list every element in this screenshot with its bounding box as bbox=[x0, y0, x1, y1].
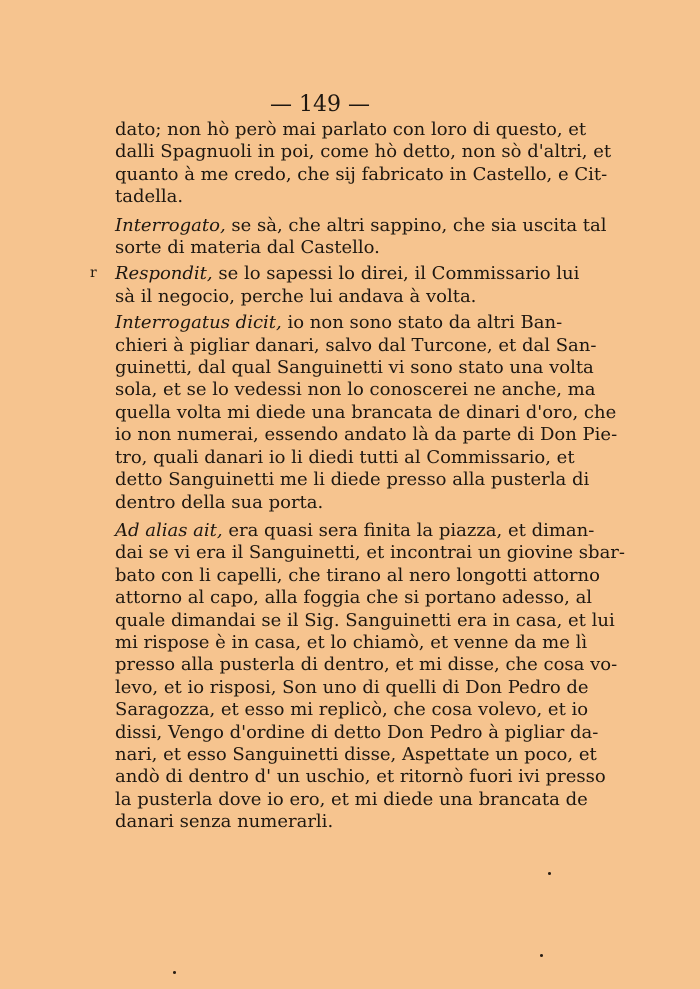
text-line: nari, et esso Sanguinetti disse, Aspettate un poco, et bbox=[115, 743, 597, 765]
text-line: tro, quali danari io li diedi tutti al Commissario, et bbox=[115, 446, 575, 468]
speck-mark bbox=[540, 954, 543, 957]
text-line: guinetti, dal qual Sanguinetti vi sono stato una volta bbox=[115, 357, 594, 379]
text-line: dentro della sua porta. bbox=[115, 491, 324, 513]
text-line: io non numerai, essendo andato là da parte di Don Pie- bbox=[115, 424, 618, 446]
text-line: sola, et se lo vedessi non lo conoscerei ne anche, ma bbox=[115, 379, 596, 401]
text-line: dai se vi era il Sanguinetti, et incontrai un giovine sbar- bbox=[115, 542, 625, 564]
margin-mark: r bbox=[90, 265, 97, 281]
text-line: dalli Spagnuoli in poi, come hò detto, non sò d'altri, et bbox=[115, 141, 612, 163]
italic-lead: Respondit, bbox=[115, 263, 213, 285]
text-line: danari senza numerarli. bbox=[115, 811, 334, 833]
text-line: detto Sanguinetti me li diede presso alla pusterla di bbox=[115, 469, 590, 491]
text-line: presso alla pusterla di dentro, et mi disse, che cosa vo- bbox=[115, 654, 618, 676]
text-line: quale dimandai se il Sig. Sanguinetti era in casa, et lui bbox=[115, 609, 615, 631]
text-line: levo, et io risposi, Son uno di quelli di Don Pedro de bbox=[115, 676, 589, 698]
text-line: dato; non hò però mai parlato con loro di questo, et bbox=[115, 119, 587, 140]
text-line: la pusterla dove io ero, et mi diede una brancata de bbox=[115, 788, 588, 810]
italic-lead: Interrogato, bbox=[115, 214, 226, 236]
italic-lead: Ad alias ait, bbox=[115, 519, 223, 541]
speck-mark bbox=[548, 872, 551, 875]
text-line: attorno al capo, alla foggia che si portano adesso, al bbox=[115, 587, 593, 609]
text-line: tadella. bbox=[115, 186, 184, 208]
text-line: sà il negocio, perche lui andava à volta. bbox=[115, 285, 477, 307]
italic-lead: Interrogatus dicit, bbox=[115, 312, 282, 334]
page-number: — 149 — bbox=[270, 92, 370, 117]
body-text bbox=[115, 119, 625, 834]
text-line: quanto à me credo, che sij fabricato in Castello, e Cit- bbox=[115, 163, 608, 185]
text-line: Interrogatus dicit, io non sono stato da altri Ban- bbox=[115, 312, 563, 334]
text-line: chieri à pigliar danari, salvo dal Turcone, et dal San- bbox=[115, 334, 597, 356]
speck-mark bbox=[173, 971, 176, 974]
text-line: bato con li capelli, che tirano al nero longotti attorno bbox=[115, 564, 600, 586]
text-line: Respondit, se lo sapessi lo direi, il Commissario lui bbox=[115, 263, 580, 285]
text-line: Saragozza, et esso mi replicò, che cosa volevo, et io bbox=[115, 699, 589, 721]
text-line: andò di dentro d' un uschio, et ritornò fuori ivi presso bbox=[115, 766, 606, 788]
text-line: dissi, Vengo d'ordine di detto Don Pedro à pigliar da- bbox=[115, 721, 599, 743]
text-line: Interrogato, se sà, che altri sappino, che sia uscita tal bbox=[115, 214, 607, 236]
text-line: quella volta mi diede una brancata de dinari d'oro, che bbox=[115, 401, 617, 423]
text-line: Ad alias ait, era quasi sera finita la piazza, et diman- bbox=[115, 519, 595, 541]
text-line: sorte di materia dal Castello. bbox=[115, 237, 380, 259]
text-line: mi rispose è in casa, et lo chiamò, et venne da me lì bbox=[115, 631, 588, 653]
